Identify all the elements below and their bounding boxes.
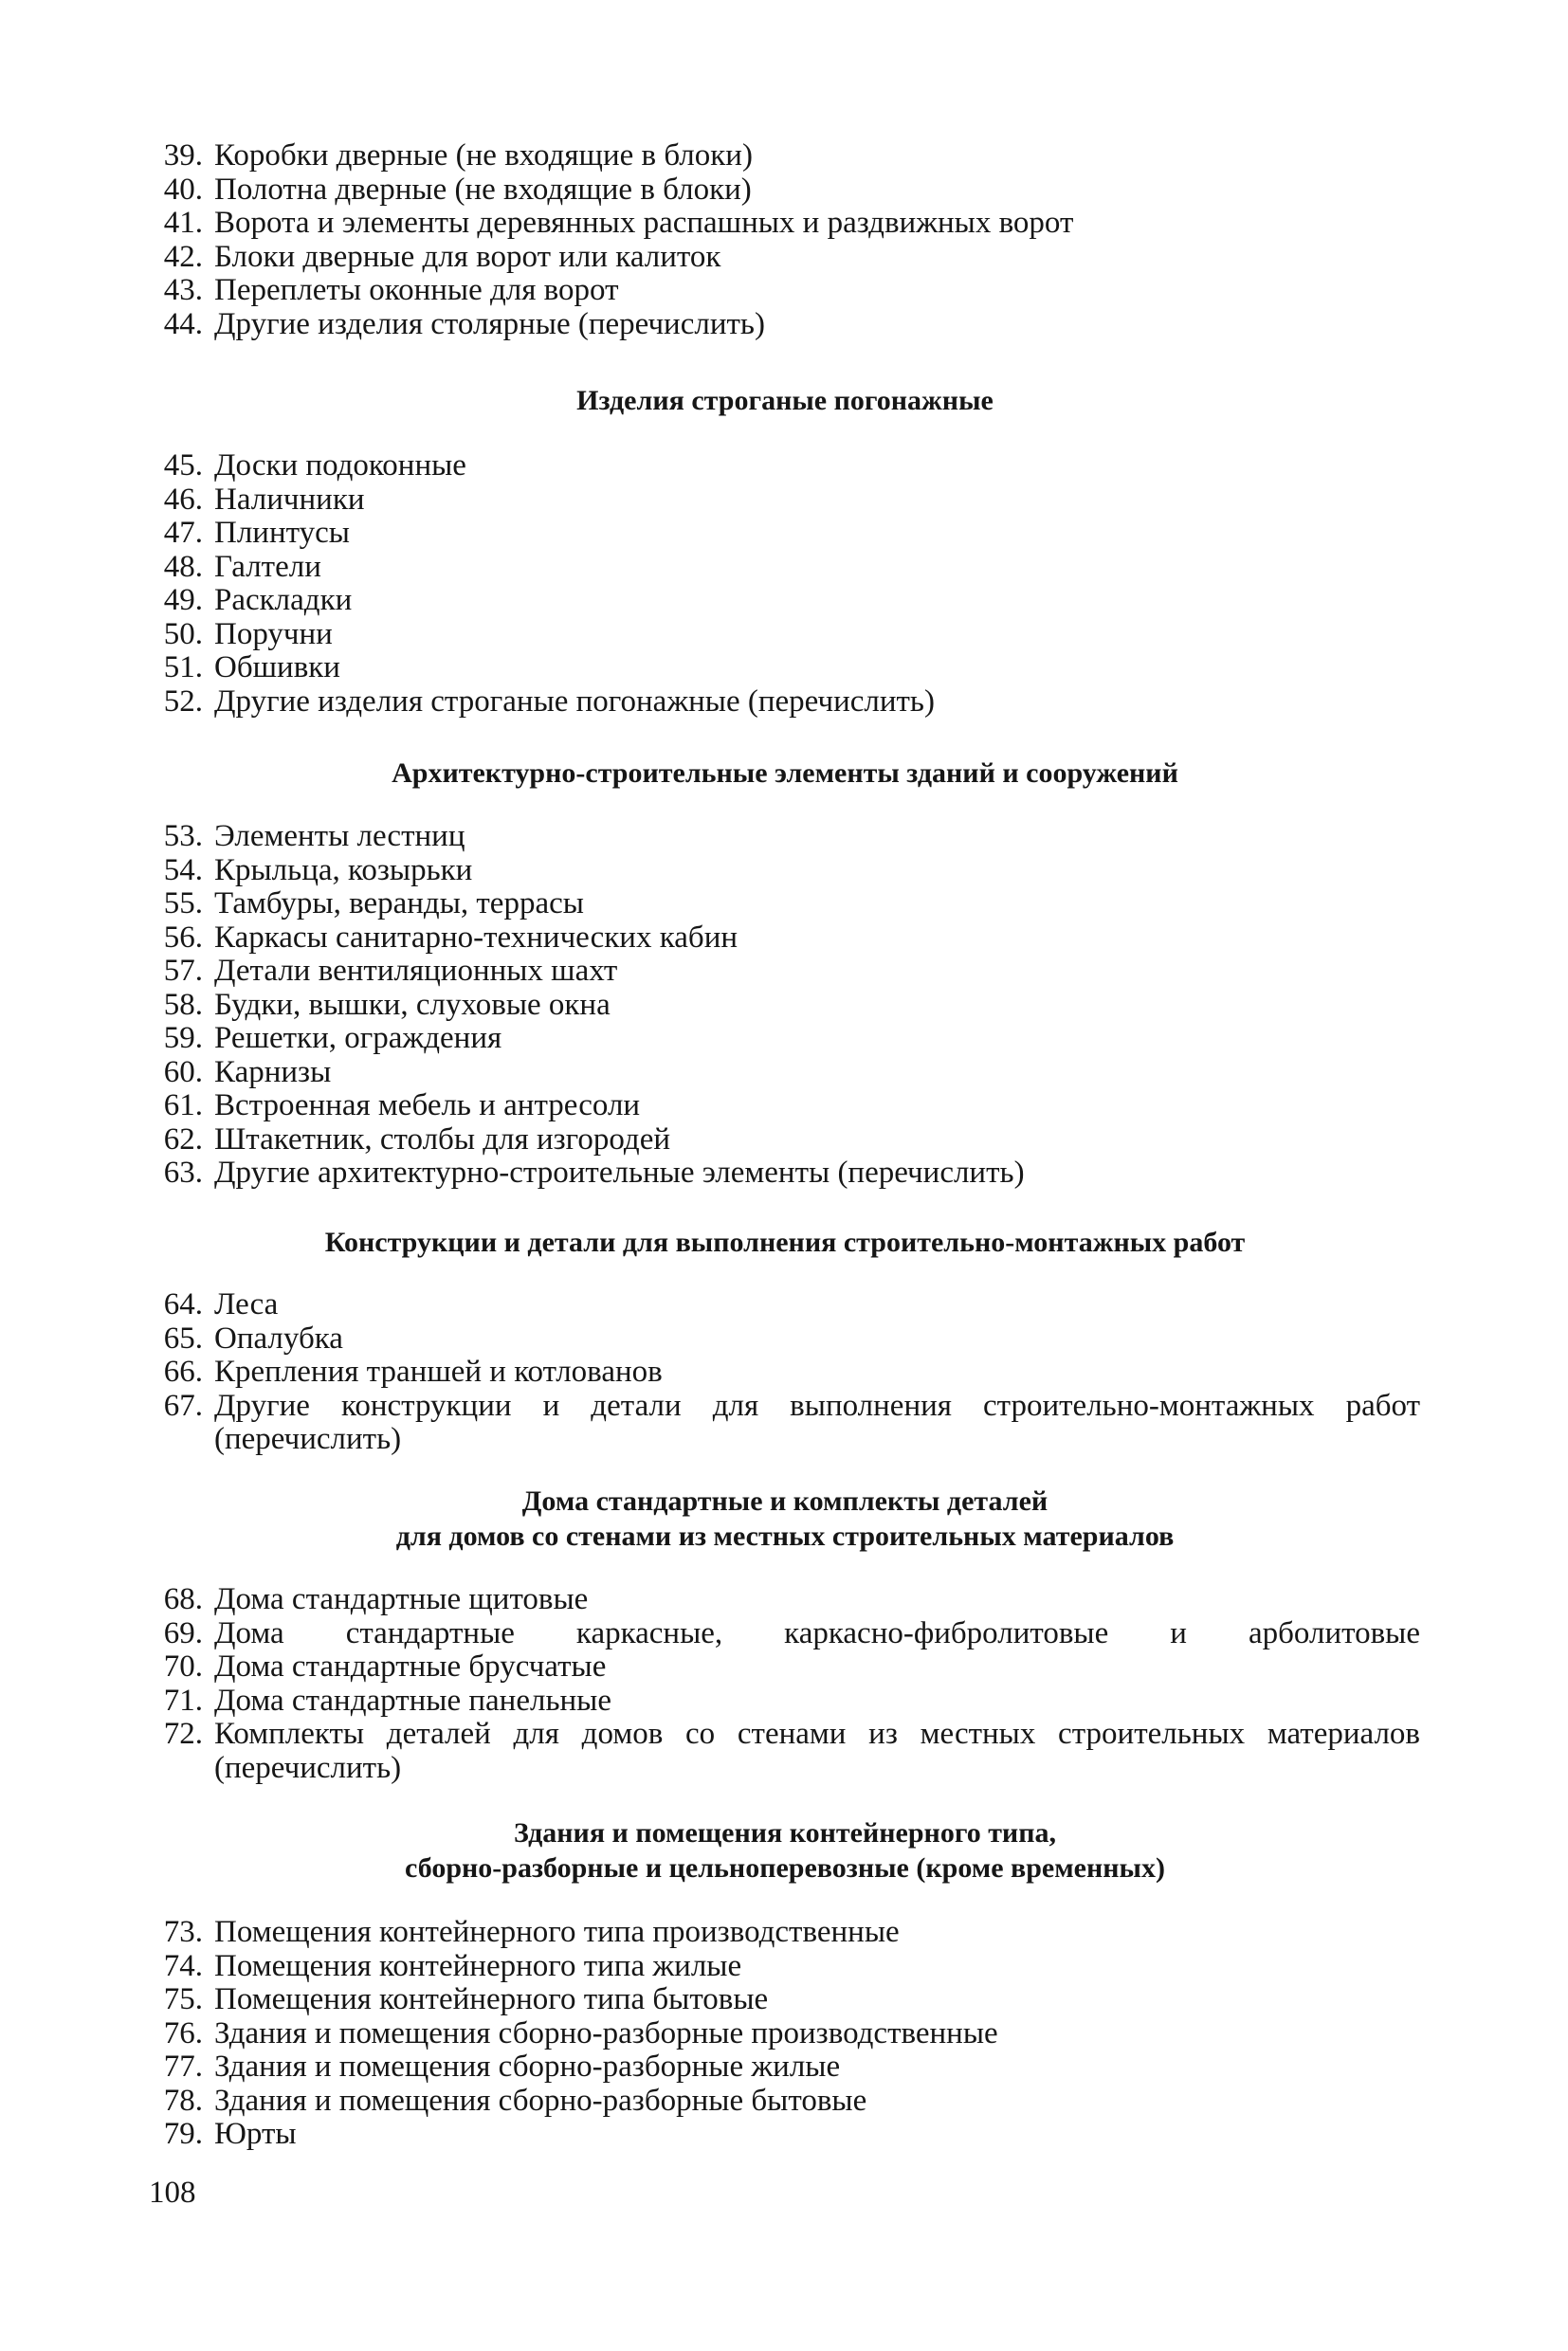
item-text: Переплеты оконные для ворот [214,273,619,307]
list-item [150,1916,1420,1950]
item-text: Штакетник, столбы для изгородей [214,1121,671,1157]
item-number: 46. [163,482,203,517]
item-number: 42. [163,239,203,274]
item-text: Леса [214,1287,279,1321]
list-item [150,651,1420,685]
item-number: 47. [163,516,203,550]
item-number: 59. [163,1021,203,1055]
item-number: 50. [163,616,203,651]
item-number: 64. [163,1287,203,1321]
list-item [150,584,1420,618]
item-text: Дома стандартные щитовые [214,1582,589,1616]
item-text: Детали вентиляционных шахт [214,954,618,988]
list-item [150,1056,1420,1090]
heading-line: Дома стандартные и комплекты деталей [521,1485,1048,1517]
list-item [150,887,1420,921]
item-text: Здания и помещения сборно-разборные производственные [214,2015,998,2050]
item-text: Тамбуры, веранды, террасы [214,886,584,920]
item-text: Каркасы санитарно-технических кабин [214,920,738,955]
item-text: Здания и помещения сборно-разборные бытовые [214,2083,867,2118]
list-item [150,2118,1420,2152]
item-list-architectural [150,820,1420,1191]
list-item [150,1650,1420,1685]
item-text: Другие изделия строганые погонажные (перечислить) [214,683,935,719]
item-number: 53. [163,819,203,853]
list-item [150,449,1420,483]
item-number: 66. [163,1355,203,1389]
list-item [150,274,1420,308]
section-heading-architectural [150,756,1420,791]
item-text: Другие архитектурно-строительные элементы (перечислить) [214,1156,1025,1190]
list-item [150,1617,1420,1651]
list-item [150,1718,1420,1785]
item-number: 67. [163,1388,203,1423]
item-text: Здания и помещения сборно-разборные жилые [214,2050,841,2084]
list-item [150,551,1420,585]
list-item [150,2050,1420,2085]
list-item [150,1950,1420,1984]
item-number: 71. [163,1683,203,1718]
item-number: 56. [163,920,203,955]
item-text: Решетки, ограждения [214,1021,502,1055]
heading-line: Конструкции и детали для выполнения строительно-монтажных работ [324,1227,1246,1258]
item-number: 70. [163,1649,203,1684]
item-list-construction-works [150,1288,1420,1457]
list-item [150,1322,1420,1357]
list-item [150,955,1420,989]
item-number: 79. [163,2117,203,2151]
item-text: Ворота и элементы деревянных распашных и раздвижных ворот [214,206,1074,240]
item-list-planed-moulded [150,449,1420,719]
list-item [150,1583,1420,1617]
list-item [150,1685,1420,1719]
item-number: 51. [163,650,203,684]
list-item [150,2085,1420,2119]
item-number: 54. [163,852,203,887]
item-text: Помещения контейнерного типа жилые [214,1948,742,1983]
item-text: Крепления траншей и котлованов [214,1355,663,1389]
item-number: 60. [163,1054,203,1089]
item-number: 45. [163,448,203,483]
item-text: Будки, вышки, слуховые окна [214,987,611,1022]
item-number: 68. [163,1582,203,1616]
item-number: 65. [163,1321,203,1356]
list-item [150,517,1420,551]
item-text: Встроенная мебель и антресоли [214,1088,641,1122]
section-heading-container-buildings [150,1815,1420,1886]
item-number: 57. [163,954,203,988]
list-item [150,483,1420,518]
item-text: Обшивки [214,650,340,684]
item-number: 44. [163,306,203,341]
item-list-standard-houses [150,1583,1420,1785]
list-item [150,1089,1420,1123]
item-number: 55. [163,886,203,920]
item-text: Галтели [214,549,321,584]
item-number: 58. [163,987,203,1022]
item-text: Карнизы [214,1054,332,1089]
item-text: Наличники [214,482,365,517]
item-number: 63. [163,1156,203,1190]
item-number: 52. [163,683,203,719]
item-text: Другие изделия столярные (перечислить) [214,306,765,341]
item-number: 49. [163,583,203,617]
item-text: Дома стандартные брусчатые [214,1649,607,1684]
list-item [150,989,1420,1023]
item-number: 74. [163,1948,203,1983]
list-item [150,1390,1420,1457]
heading-line: сборно-разборные и цельноперевозные (кроме временных) [405,1852,1165,1884]
list-item [150,854,1420,888]
item-list-container-buildings [150,1916,1420,2152]
item-list-joinery [150,139,1420,341]
heading-line: Изделия строганые погонажные [576,385,994,416]
list-item [150,207,1420,241]
item-text: Дома стандартные каркасные, каркасно-фибролитовые и арболитовые [214,1615,1420,1650]
item-number: 73. [163,1915,203,1949]
item-text: Поручни [214,616,333,651]
list-item [150,618,1420,652]
item-number: 40. [163,172,203,207]
item-number: 75. [163,1982,203,2016]
item-text: Крыльца, козырьки [214,852,473,887]
item-number: 77. [163,2050,203,2084]
item-text: Помещения контейнерного типа бытовые [214,1982,769,2016]
list-item [150,139,1420,173]
list-item [150,685,1420,720]
item-text: Другие конструкции и детали для выполнения строительно-монтажных работ (перечислить) [214,1388,1420,1456]
list-item [150,820,1420,854]
item-number: 62. [163,1121,203,1157]
item-text: Опалубка [214,1321,343,1356]
item-number: 78. [163,2083,203,2118]
list-item [150,1356,1420,1390]
list-item [150,1123,1420,1157]
item-text: Блоки дверные для ворот или калиток [214,239,721,274]
item-number: 39. [163,138,203,173]
item-number: 41. [163,206,203,240]
list-item [150,173,1420,208]
list-item [150,241,1420,275]
list-item [150,2017,1420,2051]
item-number: 72. [163,1717,203,1751]
list-item [150,1022,1420,1056]
list-item [150,1157,1420,1191]
item-text: Комплекты деталей для домов со стенами из местных строительных материалов (перечислить) [214,1717,1420,1785]
list-item [150,1288,1420,1322]
item-number: 69. [163,1615,203,1650]
item-number: 43. [163,273,203,307]
item-text: Раскладки [214,583,353,617]
section-heading-standard-houses [150,1484,1420,1554]
heading-line: для домов со стенами из местных строительных материалов [395,1521,1175,1552]
item-text: Доски подоконные [214,448,466,483]
list-item [150,921,1420,956]
list-item [150,1983,1420,2017]
item-text: Помещения контейнерного типа производственные [214,1915,900,1949]
heading-line: Архитектурно-строительные элементы зданий и сооружений [392,757,1178,789]
section-heading-construction-works [150,1225,1420,1260]
item-number: 48. [163,549,203,584]
item-number: 61. [163,1088,203,1122]
item-text: Юрты [214,2117,297,2151]
section-heading-planed-moulded [150,383,1420,418]
item-text: Плинтусы [214,516,350,550]
item-number: 76. [163,2015,203,2050]
item-text: Коробки дверные (не входящие в блоки) [214,138,753,173]
item-text: Полотна дверные (не входящие в блоки) [214,172,752,207]
page-number: 108 [149,2176,196,2210]
list-item [150,308,1420,342]
item-text: Дома стандартные панельные [214,1683,611,1718]
item-text: Элементы лестниц [214,819,465,853]
heading-line: Здания и помещения контейнерного типа, [513,1817,1057,1849]
